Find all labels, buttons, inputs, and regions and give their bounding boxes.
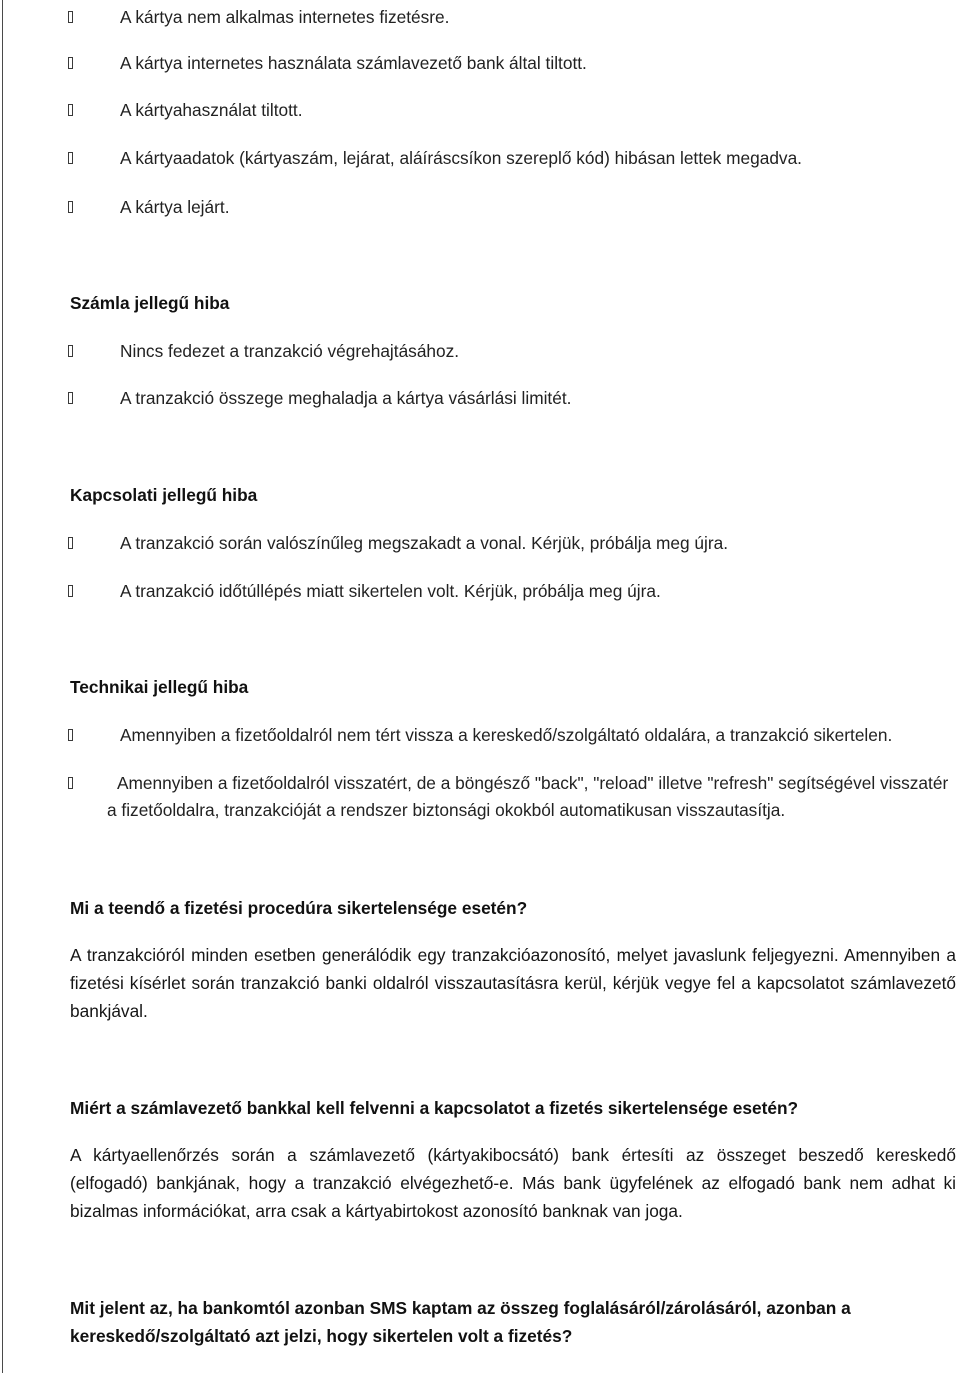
list-item: A tranzakció során valószínűleg megszakadt a vonal. Kérjük, próbálja meg újra. [120, 533, 729, 553]
bullet-icon [68, 392, 73, 404]
bullet-icon [68, 537, 73, 549]
list-item-line: a fizetőoldalra, tranzakcióját a rendszer biztonsági okokból automatikusan visszautasítja. [107, 800, 786, 820]
faq-question: kereskedő/szolgáltató azt jelzi, hogy sikertelen volt a fizetés? [70, 1326, 573, 1346]
section-heading: Kapcsolati jellegű hiba [70, 485, 258, 505]
faq-question: Mi a teendő a fizetési procedúra sikertelensége esetén? [70, 898, 528, 918]
faq-answer-line: bankjával. [70, 1001, 148, 1021]
list-item: A kártya internetes használata számlavezető bank által tiltott. [120, 53, 587, 73]
section-heading: Számla jellegű hiba [70, 293, 230, 313]
list-item-line: Amennyiben a fizetőoldalról visszatért, de a böngésző "back", "reload" illetve "refresh" segítségével visszatér [117, 773, 949, 793]
bullet-icon [68, 11, 73, 23]
list-item: A kártya lejárt. [120, 197, 230, 217]
faq-answer-line: bizalmas információkat, arra csak a kártyabirtokost azonosító banknak van joga. [70, 1201, 683, 1221]
bullet-icon [68, 777, 73, 789]
page-left-border [2, 0, 3, 1373]
faq-answer-line: fizetési kísérlet során tranzakció banki oldalról visszautasításra kerül, kérjük vegye fel a kapcsolatot számlavezető [70, 973, 956, 993]
bullet-icon [68, 104, 73, 116]
bullet-icon [68, 201, 73, 213]
bullet-icon [68, 585, 73, 597]
list-item: A kártyahasználat tiltott. [120, 100, 303, 120]
bullet-icon [68, 345, 73, 357]
bullet-icon [68, 57, 73, 69]
faq-question: Mit jelent az, ha bankomtól azonban SMS kaptam az összeg foglalásáról/zárolásáról, azonban a [70, 1298, 851, 1318]
section-heading: Technikai jellegű hiba [70, 677, 249, 697]
faq-question: Miért a számlavezető bankkal kell felvenni a kapcsolatot a fizetés sikertelensége esetén? [70, 1098, 799, 1118]
faq-answer-line: A tranzakcióról minden esetben generálódik egy tranzakcióazonosító, melyet javaslunk feljegyezni. Amennyiben a [70, 945, 956, 965]
list-item: A tranzakció összege meghaladja a kártya vásárlási limitét. [120, 388, 572, 408]
faq-answer-line: A kártyaellenőrzés során a számlavezető (kártyakibocsátó) bank értesíti az összeget beszedő kereskedő [70, 1145, 956, 1165]
list-item: A kártya nem alkalmas internetes fizetésre. [120, 7, 450, 27]
list-item: Nincs fedezet a tranzakció végrehajtásához. [120, 341, 460, 361]
bullet-icon [68, 152, 73, 164]
list-item: Amennyiben a fizetőoldalról nem tért vissza a kereskedő/szolgáltató oldalára, a tranzakció sikertelen. [120, 725, 893, 745]
list-item: A kártyaadatok (kártyaszám, lejárat, aláíráscsíkon szereplő kód) hibásan lettek megadva. [120, 148, 802, 168]
list-item: A tranzakció időtúllépés miatt sikertelen volt. Kérjük, próbálja meg újra. [120, 581, 661, 601]
bullet-icon [68, 729, 73, 741]
faq-answer-line: (elfogadó) bankjának, hogy a tranzakció elvégezhető-e. Más bank ügyfelének az elfogadó bank nem adhat ki [70, 1173, 956, 1193]
